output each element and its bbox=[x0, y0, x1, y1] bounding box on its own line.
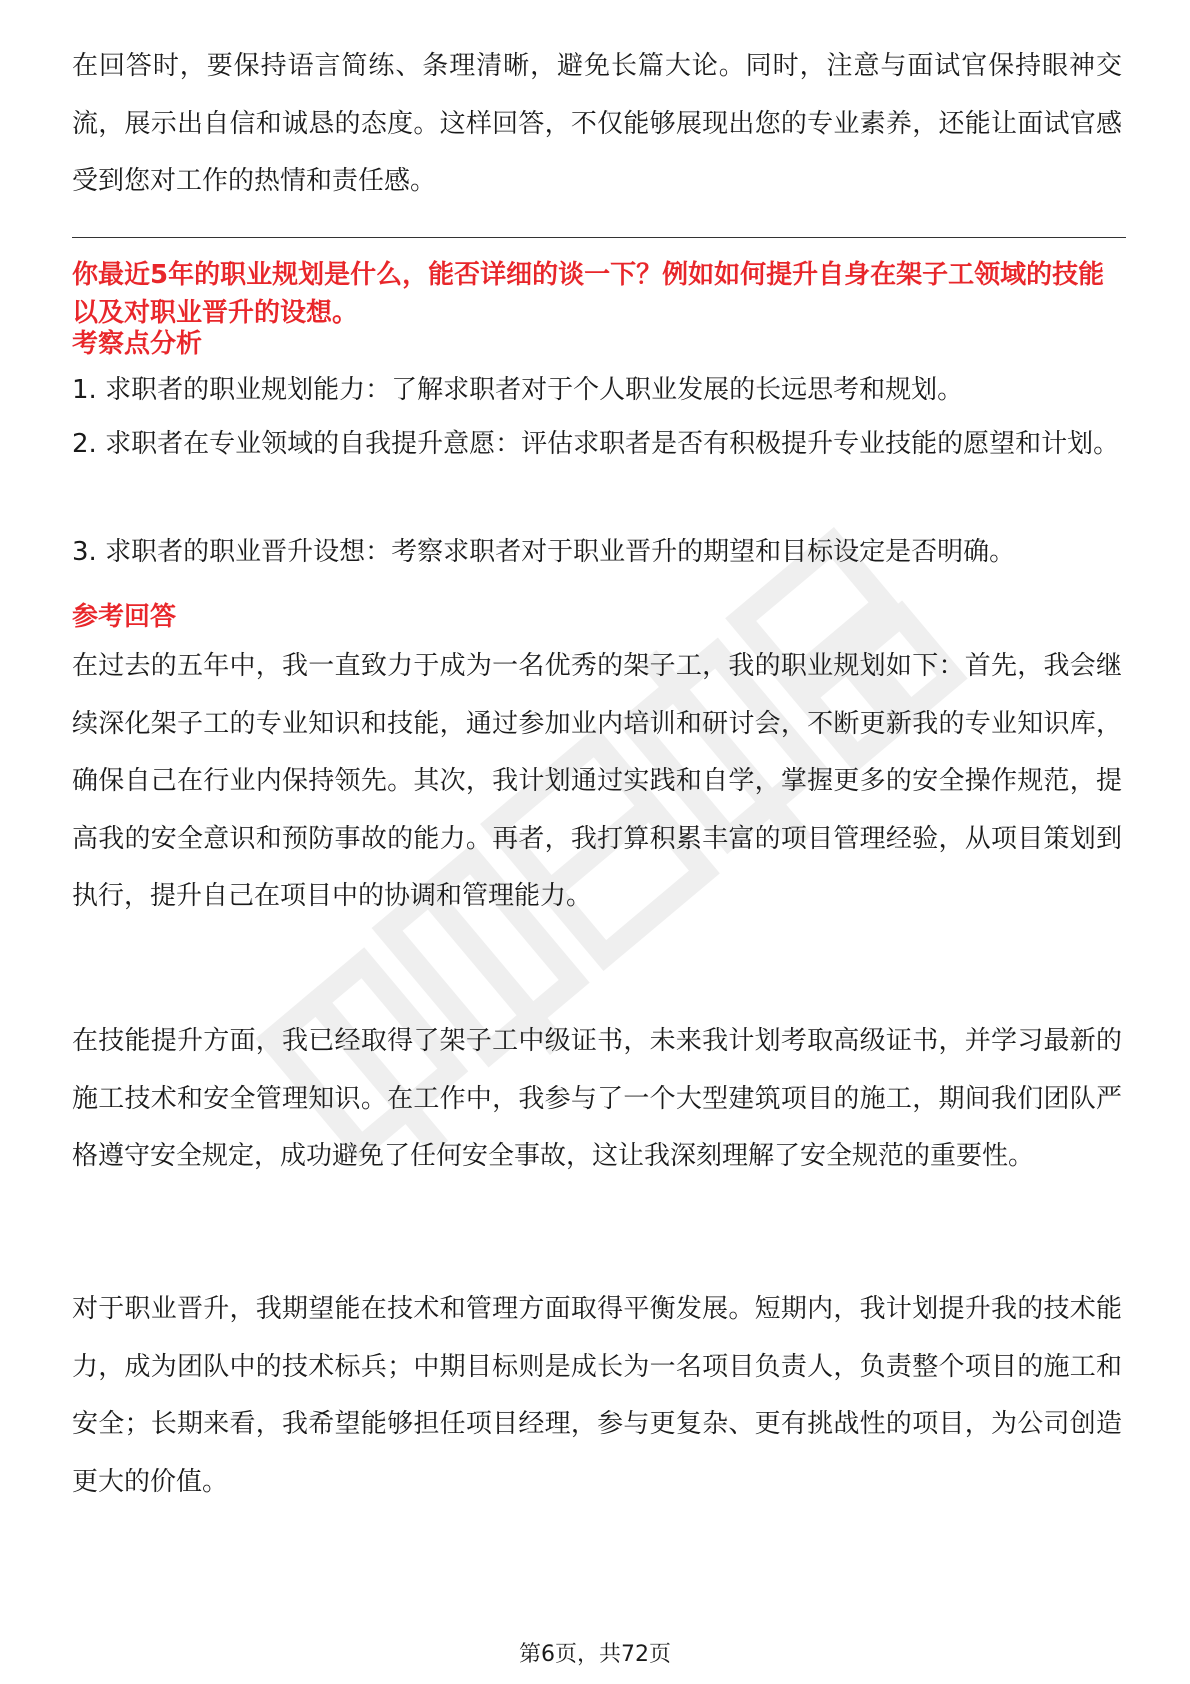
page-number: 第6页，共72页 bbox=[519, 1642, 671, 1667]
section-divider bbox=[72, 237, 1126, 238]
interview-question: 你最近5年的职业规划是什么，能否详细的谈一下？例如如何提升自身在架子工领域的技能以及对职业晋升的设想。 bbox=[72, 260, 1105, 328]
analysis-item: 3. 求职者的职业晋升设想：考察求职者对于职业晋升的期望和目标设定是否明确。 bbox=[72, 537, 1016, 567]
analysis-item: 1. 求职者的职业规划能力：了解求职者对于个人职业发展的长远思考和规划。 bbox=[72, 375, 964, 405]
intro-paragraph: 在回答时，要保持语言简练、条理清晰，避免长篇大论。同时，注意与面试官保持眼神交流，展示出自信和诚恳的态度。这样回答，不仅能够展现出您的专业素养，还能让面试官感受到您对工作的热情和责任感。 bbox=[72, 51, 1122, 196]
answer-paragraph: 对于职业晋升，我期望能在技术和管理方面取得平衡发展。短期内，我计划提升我的技术能力，成为团队中的技术标兵；中期目标则是成长为一名项目负责人，负责整个项目的施工和安全；长期来看，我希望能够担任项目经理，参与更复杂、更有挑战性的项目，为公司创造更大的价值。 bbox=[72, 1294, 1122, 1497]
answer-heading: 参考回答 bbox=[72, 602, 177, 632]
answer-paragraph: 在过去的五年中，我一直致力于成为一名优秀的架子工，我的职业规划如下：首先，我会继续深化架子工的专业知识和技能，通过参加业内培训和研讨会，不断更新我的专业知识库，确保自己在行业内保持领先。其次，我计划通过实践和自学，掌握更多的安全操作规范，提高我的安全意识和预防事故的能力。再者，我打算积累丰富的项目管理经验，从项目策划到执行，提升自己在项目中的协调和管理能力。 bbox=[72, 651, 1122, 911]
analysis-heading: 考察点分析 bbox=[72, 329, 203, 359]
analysis-item: 2. 求职者在专业领域的自我提升意愿：评估求职者是否有积极提升专业技能的愿望和计划。 bbox=[72, 429, 1120, 459]
answer-paragraph: 在技能提升方面，我已经取得了架子工中级证书，未来我计划考取高级证书，并学习最新的施工技术和安全管理知识。在工作中，我参与了一个大型建筑项目的施工，期间我们团队严格遵守安全规定，成功避免了任何安全事故，这让我深刻理解了安全规范的重要性。 bbox=[72, 1026, 1122, 1171]
